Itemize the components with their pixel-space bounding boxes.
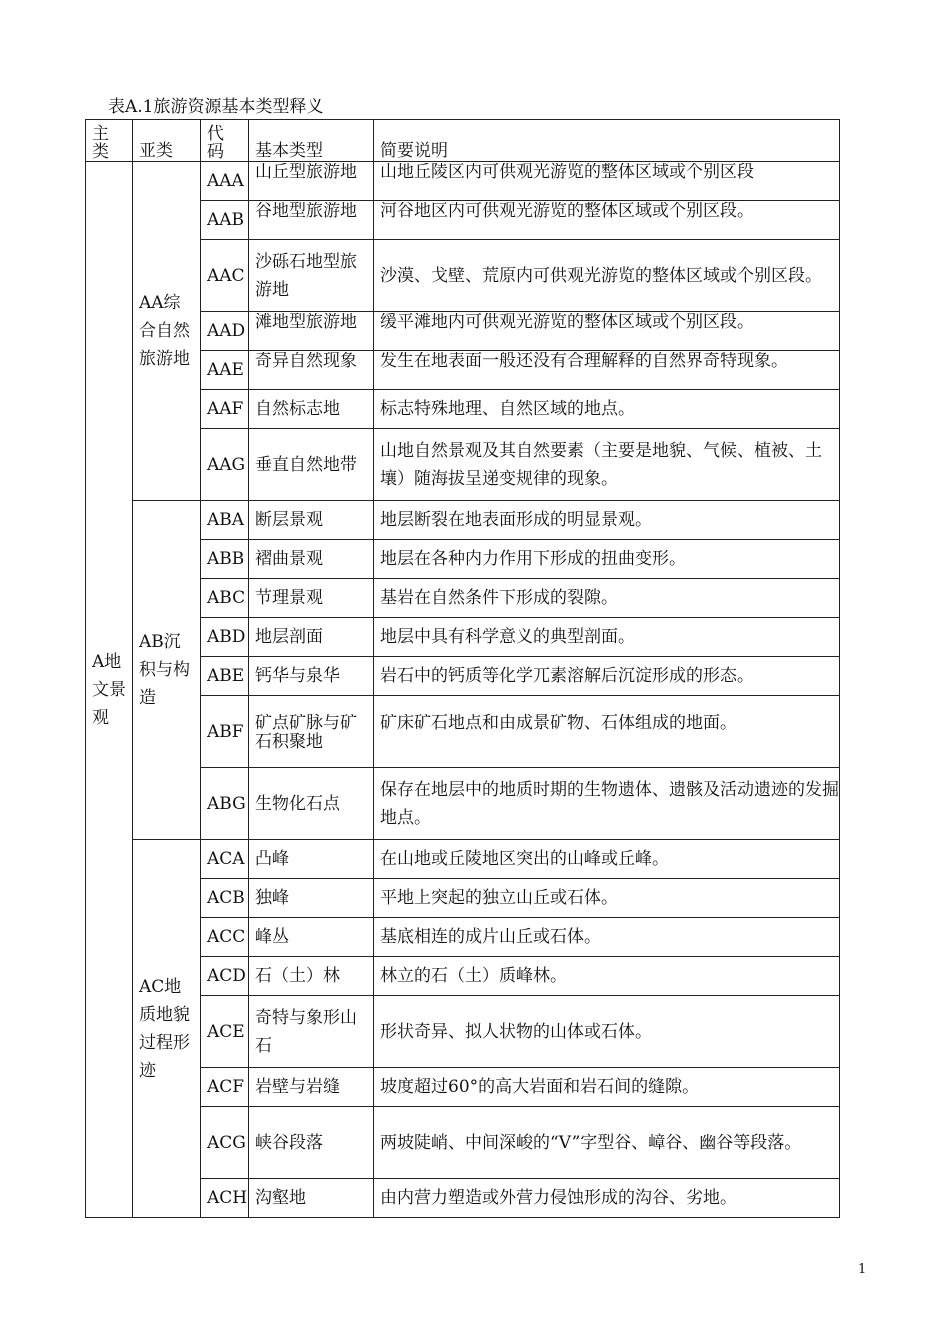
description-cell: 地层断裂在地表面形成的明显景观。	[374, 501, 840, 540]
subclass-cell	[133, 840, 201, 1218]
description-cell	[374, 351, 840, 390]
basic-type-cell: 自然标志地	[249, 390, 374, 429]
code-cell: AAG	[201, 429, 249, 501]
description-cell: 由内营力塑造或外营力侵蚀形成的沟谷、劣地。	[374, 1179, 840, 1218]
code-cell: ABF	[201, 696, 249, 768]
subclass-label: AA综合自然旅游地	[139, 293, 190, 369]
description-cell: 岩石中的钙质等化学兀素溶解后沉淀形成的形态。	[374, 657, 840, 696]
subclass-label: AB沉积与构造	[139, 632, 190, 708]
basic-type-cell	[249, 351, 374, 390]
basic-type-cell: 垂直自然地带	[249, 429, 374, 501]
basic-type-cell	[249, 162, 374, 201]
description-cell: 山地自然景观及其自然要素（主要是地貌、气候、植被、土壤）随海拔呈递变规律的现象。	[374, 429, 840, 501]
basic-type-cell-text: 奇异自然现象	[255, 352, 357, 371]
resource-type-table	[85, 119, 840, 1218]
code-cell: AAD	[201, 312, 249, 351]
code-cell: ACA	[201, 840, 249, 879]
basic-type-cell: 地层剖面	[249, 618, 374, 657]
basic-type-cell: 生物化石点	[249, 768, 374, 840]
description-cell	[374, 696, 840, 768]
description-cell	[374, 162, 840, 201]
main-class-label: A地文景观	[92, 651, 126, 728]
code-cell: ACC	[201, 918, 249, 957]
code-cell: ABA	[201, 501, 249, 540]
header-description: 简要说明	[374, 120, 840, 162]
basic-type-cell: 石（土）林	[249, 957, 374, 996]
main-class-cell	[86, 162, 133, 1218]
basic-type-cell: 沟壑地	[249, 1179, 374, 1218]
description-cell-text: 发生在地表面一般还没有合理解释的自然界奇特现象。	[380, 352, 788, 371]
code-cell: ABC	[201, 579, 249, 618]
basic-type-cell: 褶曲景观	[249, 540, 374, 579]
basic-type-cell-text: 滩地型旅游地	[255, 313, 357, 332]
subclass-cell	[133, 501, 201, 840]
table-row	[86, 162, 840, 201]
description-cell	[374, 201, 840, 240]
basic-type-cell: 奇特与象形山石	[249, 996, 374, 1068]
code-cell: AAE	[201, 351, 249, 390]
code-cell: ACD	[201, 957, 249, 996]
code-cell: ACE	[201, 996, 249, 1068]
basic-type-cell: 节理景观	[249, 579, 374, 618]
description-cell: 保存在地层中的地质时期的生物遗体、遗骸及活动遗迹的发掘地点。	[374, 768, 840, 840]
description-cell: 两坡陡峭、中间深峻的“V”字型谷、嶂谷、幽谷等段落。	[374, 1107, 840, 1179]
description-cell: 在山地或丘陵地区突出的山峰或丘峰。	[374, 840, 840, 879]
basic-type-cell: 岩壁与岩缝	[249, 1068, 374, 1107]
table-row	[86, 840, 840, 879]
code-cell: AAB	[201, 201, 249, 240]
basic-type-cell: 独峰	[249, 879, 374, 918]
header-basic-type: 基本类型	[249, 120, 374, 162]
basic-type-cell: 断层景观	[249, 501, 374, 540]
code-cell: AAC	[201, 240, 249, 312]
header-sub-class: 亚类	[133, 120, 201, 162]
subclass-cell	[133, 162, 201, 501]
description-cell-text: 缓平滩地内可供观光游览的整体区域或个别区段。	[380, 313, 754, 332]
code-cell: ACB	[201, 879, 249, 918]
description-cell: 形状奇异、拟人状物的山体或石体。	[374, 996, 840, 1068]
description-cell	[374, 312, 840, 351]
basic-type-cell	[249, 201, 374, 240]
description-cell-text: 河谷地区内可供观光游览的整体区域或个别区段。	[380, 202, 754, 221]
code-cell: ABD	[201, 618, 249, 657]
basic-type-cell: 峰丛	[249, 918, 374, 957]
description-cell: 地层中具有科学意义的典型剖面。	[374, 618, 840, 657]
description-cell-text: 矿床矿石地点和由成景矿物、石体组成的地面。	[380, 713, 737, 733]
basic-type-cell: 钙华与泉华	[249, 657, 374, 696]
description-cell: 地层在各种内力作用下形成的扭曲变形。	[374, 540, 840, 579]
basic-type-cell: 沙砾石地型旅游地	[249, 240, 374, 312]
basic-type-cell-text: 矿点矿脉与矿石积聚地	[255, 713, 357, 750]
basic-type-cell	[249, 312, 374, 351]
basic-type-cell: 峡谷段落	[249, 1107, 374, 1179]
table-caption: 表A.1旅游资源基本类型释义	[108, 97, 324, 117]
basic-type-cell: 凸峰	[249, 840, 374, 879]
header-code: 代码	[201, 120, 249, 162]
code-cell: ACF	[201, 1068, 249, 1107]
description-cell-text: 山地丘陵区内可供观光游览的整体区域或个别区段	[380, 163, 754, 182]
basic-type-cell-text: 山丘型旅游地	[255, 163, 357, 182]
basic-type-cell	[249, 696, 374, 768]
code-cell: ABB	[201, 540, 249, 579]
description-cell: 基底相连的成片山丘或石体。	[374, 918, 840, 957]
code-cell: AAA	[201, 162, 249, 201]
page-number: 1	[858, 1262, 867, 1277]
code-cell: ABG	[201, 768, 249, 840]
table-body	[86, 162, 840, 1218]
table-row	[86, 501, 840, 540]
description-cell: 坡度超过60°的高大岩面和岩石间的缝隙。	[374, 1068, 840, 1107]
code-cell: ACG	[201, 1107, 249, 1179]
description-cell: 沙漠、戈壁、荒原内可供观光游览的整体区域或个别区段。	[374, 240, 840, 312]
code-cell: ABE	[201, 657, 249, 696]
subclass-label: AC地质地貌过程形迹	[139, 976, 190, 1081]
description-cell: 标志特殊地理、自然区域的地点。	[374, 390, 840, 429]
code-cell: ACH	[201, 1179, 249, 1218]
description-cell: 林立的石（土）质峰林。	[374, 957, 840, 996]
description-cell: 平地上突起的独立山丘或石体。	[374, 879, 840, 918]
code-cell: AAF	[201, 390, 249, 429]
header-main-class: 主类	[86, 120, 133, 162]
basic-type-cell-text: 谷地型旅游地	[255, 202, 357, 221]
description-cell: 基岩在自然条件下形成的裂隙。	[374, 579, 840, 618]
